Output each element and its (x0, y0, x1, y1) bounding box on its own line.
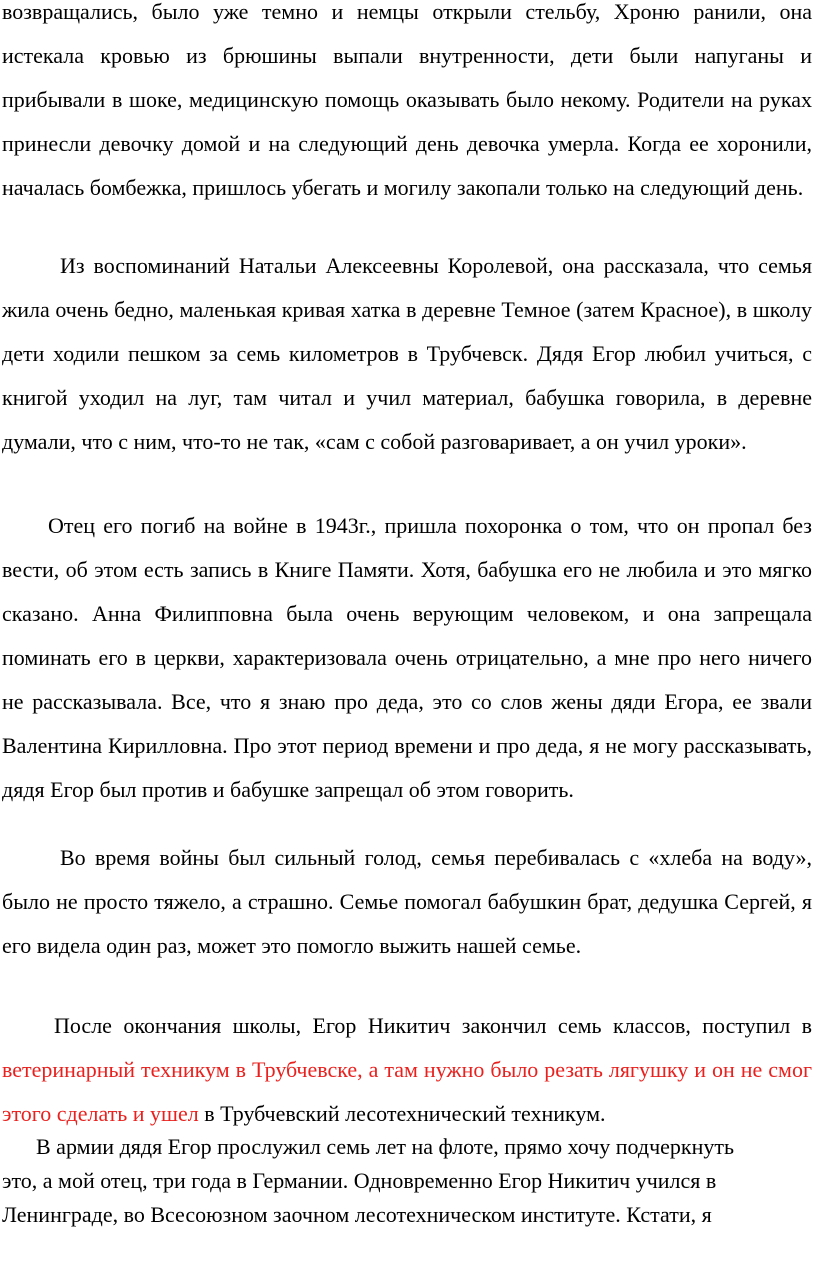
highlighted-text: ветеринарный техникум в Трубчевске, а там нужно было резать лягушку и он не смог этого сделать и ушел (2, 1057, 812, 1126)
paragraph-5-text-end: в Трубчевский лесотехнический техникум. (198, 1101, 606, 1126)
paragraph-3: Отец его погиб на войне в 1943г., пришла похоронка о том, что он пропал без вести, об этом есть запись в Книге Памяти. Хотя, бабушка его не любила и это мягко сказано. Анна Филипповна была очень верующим человеком, и она запрещала поминать его в церкви, характеризовала очень отрицательно, а мне про него ничего не рассказывала. Все, что я знаю про деда, это со слов жены дяди Егора, ее звали Валентина Кирилловна. Про этот период времени и про деда, я не могу рассказывать, дядя Егор был против и бабушке запрещал об этом говорить. (2, 513, 812, 802)
paragraph-5 (2, 1004, 812, 1136)
paragraph-1: возвращались, было уже темно и немцы открыли стельбу, Хроню ранили, она истекала кровью из брюшины выпали внутренности, дети были напуганы и прибывали в шоке, медицинскую помощь оказывать было некому. Родители на руках принесли девочку домой и на следующий день девочка умерла. Когда ее хоронили, началась бомбежка, пришлось убегать и могилу закопали только на следующий день. (2, 0, 812, 200)
paragraph-4: Во время войны был сильный голод, семья перебивалась с «хлеба на воду», было не просто тяжело, а страшно. Семье помогал бабушкин брат, дедушка Сергей, я его видела один раз, может это помогло выжить нашей семье. (2, 845, 812, 958)
paragraph-6: В армии дядя Егор прослужил семь лет на флоте, прямо хочу подчеркнуть это, а мой отец, три года в Германии. Одновременно Егор Никитич учился в Ленинграде, во Всесоюзном заочном лесотехническом институте. Кстати, я (2, 1134, 735, 1227)
paragraph-2: Из воспоминаний Натальи Алексеевны Королевой, она рассказала, что семья жила очень бедно, маленькая кривая хатка в деревне Темное (затем Красное), в школу дети ходили пешком за семь километров в Трубчевск. Дядя Егор любил учиться, с книгой уходил на луг, там читал и учил материал, бабушка говорила, в деревне думали, что с ним, что-то не так, «сам с собой разговаривает, а он учил уроки». (2, 253, 812, 454)
paragraph-5-text-start: После окончания школы, Егор Никитич закончил семь классов, поступил в (54, 1013, 812, 1038)
